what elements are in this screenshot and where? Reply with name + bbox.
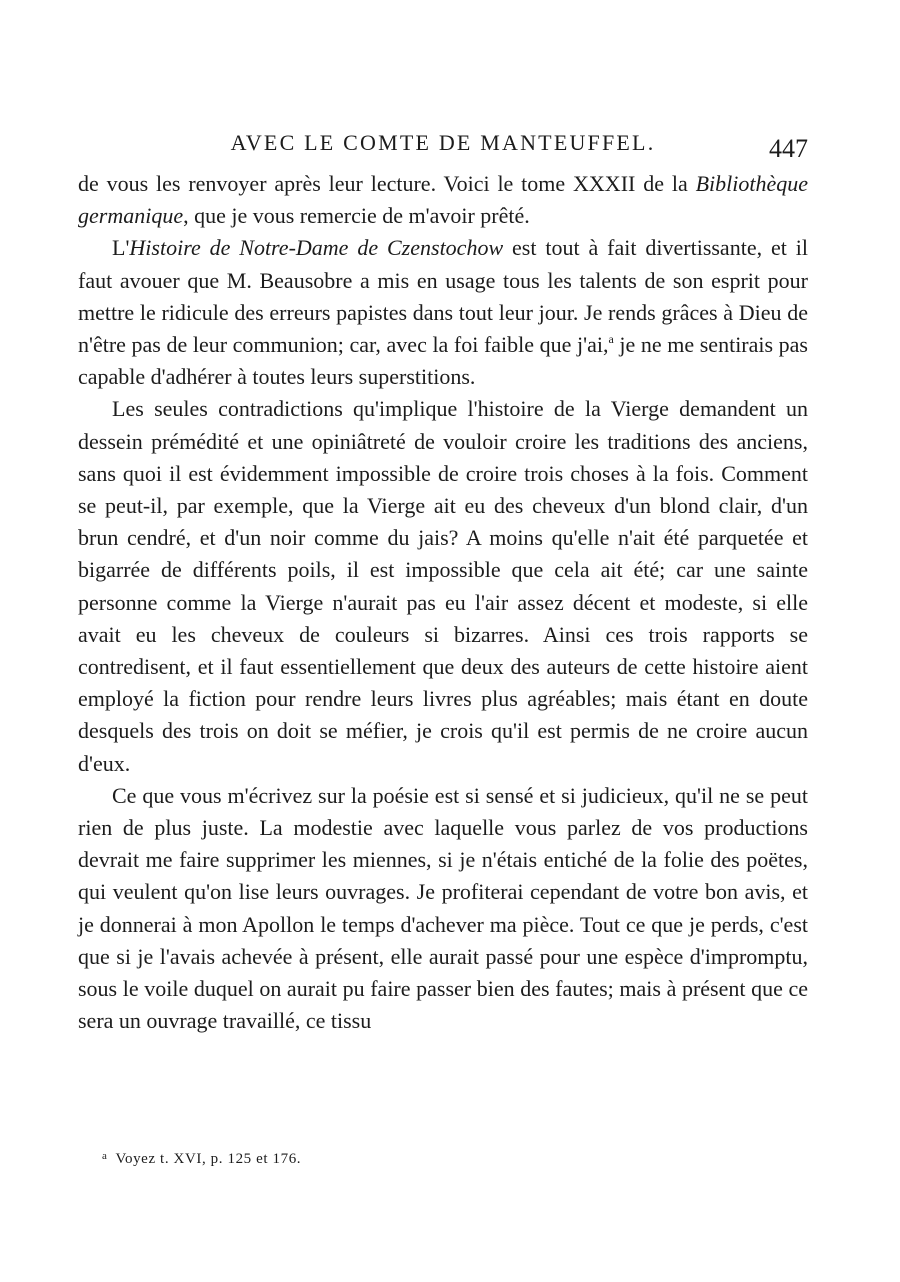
footnote-text: Voyez t. XVI, p. 125 et 176. — [115, 1151, 302, 1167]
paragraph-text: L' — [112, 235, 130, 261]
paragraph-text: je ne me sentirais pas capable d'adhérer à toutes leurs superstitions. — [78, 332, 808, 390]
footnote-mark: a — [102, 1150, 108, 1162]
running-head — [78, 126, 808, 166]
paragraph-text: est tout à fait divertissante, et il faut avouer que M. Beausobre a mis en usage tous les talents de son esprit pour mettre le ridicule des erreurs papistes dans tout leur jour. Je rends grâces à Dieu de n'être pas de leur communion; car, avec la foi faible que j'ai, — [78, 235, 808, 358]
paragraph-text: , que je vous remercie de m'avoir prêté. — [183, 203, 530, 229]
running-head-title: AVEC LE COMTE DE MANTEUFFEL. — [230, 130, 656, 155]
paragraph-vierge: Les seules contradictions qu'implique l'histoire de la Vierge demandent un dessein prémédité et une opiniâtreté de vouloir croire les traditions des anciens, sans quoi il est évidemment impossible de croire trois choses à la fois. Comment se peut-il, par exemple, que la Vierge ait eu des cheveux d'un blond clair, d'un brun cendré, et d'un noir comme du jais? A moins qu'elle n'ait été parquetée et bigarrée de différents poils, il est impossible que cela ait été; car une sainte personne comme la Vierge n'aurait pas eu l'air assez décent et modeste, si elle avait eu les cheveux de couleurs si bizarres. Ainsi ces trois rapports se contredisent, et il faut essentiellement que deux des auteurs de cette histoire aient employé la fiction pour rendre leurs livres plus agréables; mais étant en doute desquels des trois on doit se méfier, je crois qu'il est permis de ne croire aucun d'eux. — [78, 396, 808, 776]
paragraph-poesie: Ce que vous m'écrivez sur la poésie est si sensé et si judicieux, qu'il ne se peut rien de plus juste. La modestie avec laquelle vous parlez de vos productions devrait me faire supprimer les miennes, si je n'étais entiché de la folie des poëtes, qui veulent qu'on lise leurs ouvrages. Je profiterai cependant de votre bon avis, et je donnerai à mon Apollon le temps d'achever ma pièce. Tout ce que je perds, c'est que si je l'avais achevée à présent, elle aurait passé pour une espèce d'impromptu, sous le voile duquel on aurait pu faire passer bien des fautes; mais à présent que ce sera un ouvrage travaillé, ce tissu — [78, 782, 808, 1034]
paragraph-text: de vous les renvoyer après leur lecture. Voici le tome XXXII de la — [78, 171, 696, 196]
paragraph-czenstochow — [78, 232, 808, 393]
book-title-italic: Bibliothèque germanique — [78, 171, 808, 229]
body-text — [78, 168, 808, 1037]
footnote-reference: a — [608, 332, 614, 347]
paragraph-continued — [78, 168, 808, 232]
footnote — [102, 1150, 301, 1168]
book-title-italic: Histoire de Notre-Dame de Czenstochow — [129, 235, 504, 261]
page-number: 447 — [769, 134, 808, 163]
